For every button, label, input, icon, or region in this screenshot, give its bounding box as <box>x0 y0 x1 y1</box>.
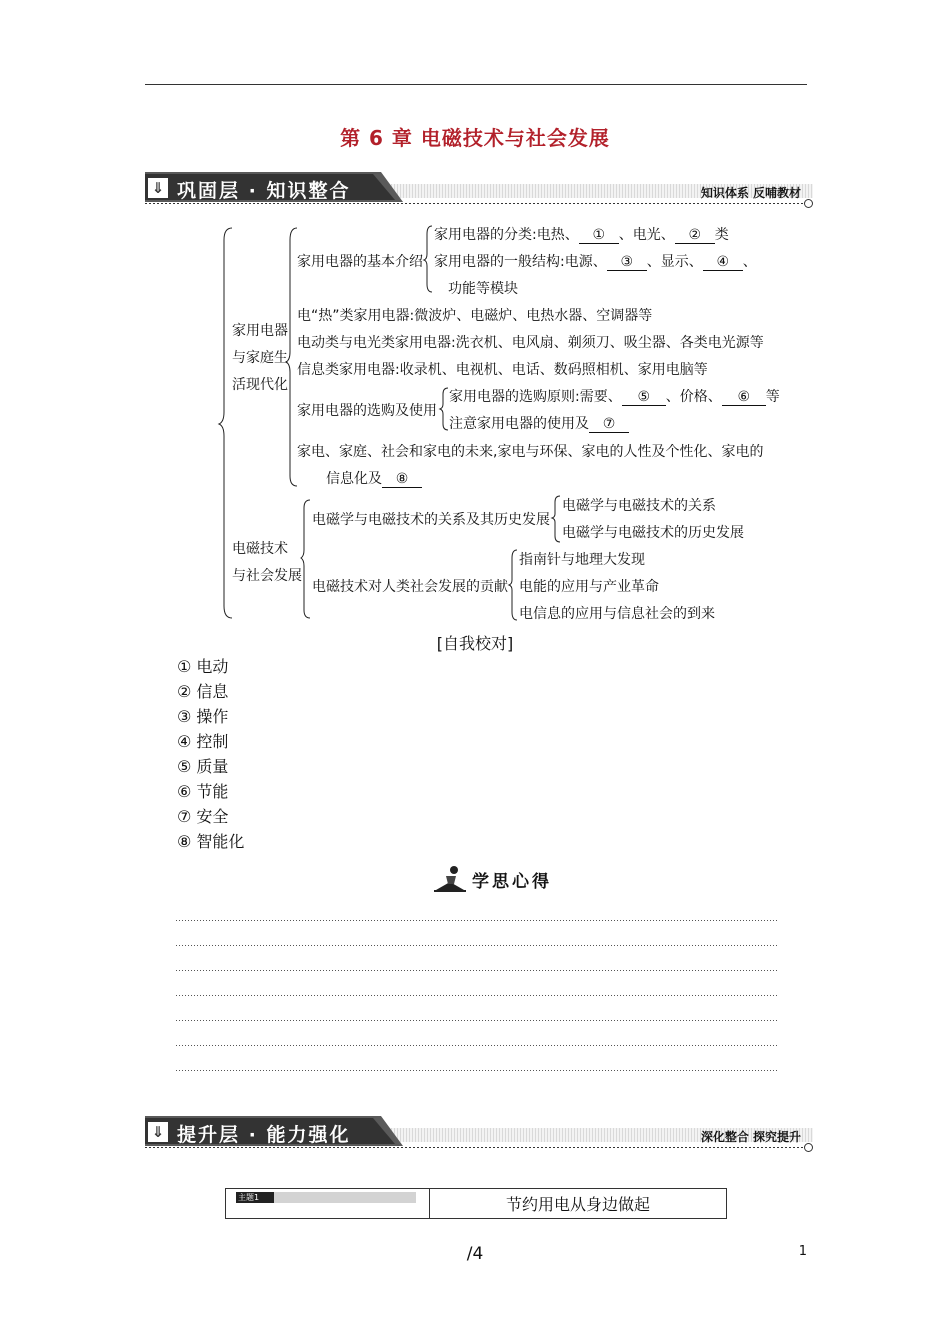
answer-item: ② 信息 <box>177 682 229 701</box>
answer-list <box>177 654 244 854</box>
writing-line <box>176 1020 779 1021</box>
answer-item: ⑥ 节能 <box>177 782 229 801</box>
page-number: /4 <box>466 1244 484 1264</box>
topic-tag: 主题1 <box>236 1192 274 1203</box>
tree-leaf-structure: 家用电器的一般结构:电源、 ③ 、显示、 ④ 、 <box>434 254 757 270</box>
reflection-heading <box>432 864 552 894</box>
section-title: 提升层 · 能力强化 <box>177 1124 351 1146</box>
blank-7: ⑦ <box>589 416 629 433</box>
tree-node-info-appliances: 信息类家用电器:收录机、电视机、电话、数码照相机、家用电脑等 <box>297 362 708 378</box>
down-arrow-icon: ⇓ <box>148 1122 168 1142</box>
section-title: 巩固层 · 知识整合 <box>177 180 351 202</box>
tree-node-future-cont: 信息化及 ⑧ <box>326 468 422 488</box>
blank-6: ⑥ <box>722 389 766 406</box>
self-check-heading: [自我校对] <box>436 634 514 653</box>
topic-box <box>225 1188 727 1219</box>
tree-node-heat-appliances: 电“热”类家用电器:微波炉、电磁炉、电热水器、空调器等 <box>297 308 653 324</box>
blank-1: ① <box>579 227 619 244</box>
tree-node-future: 家电、家庭、社会和家电的未来,家电与环保、家电的人性及个性化、家电的 <box>297 444 764 460</box>
tree-leaf-industrial-revolution: 电能的应用与产业革命 <box>519 579 659 595</box>
chapter-title: 第 6 章 电磁技术与社会发展 <box>340 126 610 150</box>
answer-item: ④ 控制 <box>177 732 229 751</box>
writing-line <box>176 1045 779 1046</box>
tree-leaf-compass: 指南针与地理大发现 <box>519 552 645 568</box>
section-subtitle: 知识体系 反哺教材 <box>700 186 801 200</box>
tree-node-relation: 电磁学与电磁技术的关系及其历史发展 <box>312 512 550 528</box>
blank-2: ② <box>675 227 715 244</box>
blank-8: ⑧ <box>382 471 422 488</box>
tree-leaf-classification: 家用电器的分类:电热、 ① 、电光、 ② 类 <box>434 227 729 243</box>
reflection-title: 学思心得 <box>472 872 552 892</box>
tree-node-contribution: 电磁技术对人类社会发展的贡献 <box>312 579 508 595</box>
answer-item: ① 电动 <box>177 657 229 676</box>
answer-item: ③ 操作 <box>177 707 229 726</box>
tree-node-select-use: 家用电器的选购及使用 <box>297 403 437 419</box>
reading-person-icon <box>432 864 468 894</box>
tree-leaf-relation-a: 电磁学与电磁技术的关系 <box>562 498 716 514</box>
writing-line <box>176 970 779 971</box>
blank-4: ④ <box>703 254 743 271</box>
tree-node-basic-intro: 家用电器的基本介绍 <box>297 254 423 270</box>
tree-root-em-technology: 电磁技术 与社会发展 <box>232 541 302 584</box>
down-arrow-icon: ⇓ <box>148 178 168 198</box>
writing-line <box>176 995 779 996</box>
blank-5: ⑤ <box>622 389 666 406</box>
writing-line <box>176 920 779 921</box>
answer-item: ⑧ 智能化 <box>177 832 245 851</box>
tree-root-home-appliances: 家用电器 与家庭生 活现代化 <box>232 323 288 393</box>
answer-item: ⑦ 安全 <box>177 807 229 826</box>
section-banner-improve <box>145 1114 813 1150</box>
corner-page-number: 1 <box>798 1244 807 1259</box>
section-subtitle: 深化整合 探究提升 <box>700 1130 801 1144</box>
writing-line <box>176 945 779 946</box>
tree-leaf-structure-cont: 功能等模块 <box>448 281 518 297</box>
topic-title: 节约用电从身边做起 <box>505 1195 650 1214</box>
blank-3: ③ <box>607 254 647 271</box>
tree-leaf-relation-b: 电磁学与电磁技术的历史发展 <box>562 525 744 541</box>
writing-line <box>176 1070 779 1071</box>
tree-leaf-safety: 注意家用电器的使用及 ⑦ <box>449 413 629 433</box>
tree-leaf-information-society: 电信息的应用与信息社会的到来 <box>519 606 715 622</box>
answer-item: ⑤ 质量 <box>177 757 229 776</box>
tree-node-motion-light-appliances: 电动类与电光类家用电器:洗衣机、电风扇、剃须刀、吸尘器、各类电光源等 <box>297 335 764 351</box>
tree-leaf-select-principle: 家用电器的选购原则:需要、 ⑤ 、价格、 ⑥ 等 <box>449 389 780 405</box>
